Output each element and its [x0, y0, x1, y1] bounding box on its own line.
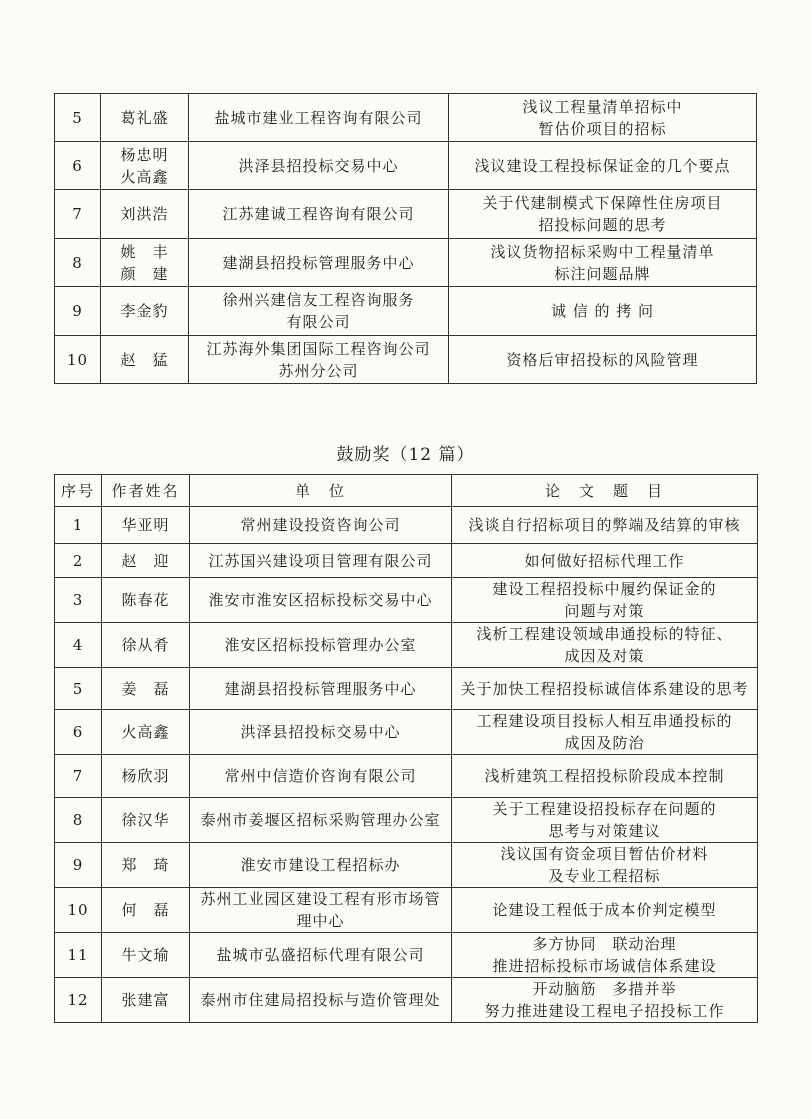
author-line: 姜 磊 — [121, 679, 170, 698]
author-line: 赵 迎 — [121, 551, 170, 570]
row-title — [452, 578, 758, 623]
row-title — [449, 239, 757, 287]
title-line: 浅议建设工程投标保证金的几个要点 — [474, 156, 731, 175]
title-line: 浅议国有资金项目暂估价材料 — [500, 845, 709, 863]
row-author — [101, 190, 189, 239]
unit-line: 有限公司 — [286, 313, 351, 331]
row-unit — [190, 843, 452, 888]
table-row — [55, 544, 758, 578]
title-line: 浅议货物招标采购中工程量清单 — [490, 242, 715, 261]
header-no: 序号 — [55, 475, 102, 507]
author-line: 张建富 — [121, 991, 170, 1009]
table-row — [55, 94, 757, 142]
unit-line: 洪泽县招投标交易中心 — [238, 156, 399, 175]
table-header-row — [55, 475, 758, 507]
unit-line: 泰州市住建局招投标与造价管理处 — [200, 991, 441, 1009]
author-line: 葛礼盛 — [120, 108, 169, 127]
row-author — [102, 843, 190, 888]
row-number: 5 — [55, 94, 101, 142]
row-unit — [190, 710, 452, 755]
row-unit — [190, 507, 452, 544]
author-line: 颜 建 — [120, 264, 169, 283]
title-line: 关于工程建设招投标存在问题的 — [492, 800, 717, 818]
row-number: 4 — [55, 623, 102, 668]
row-unit — [190, 798, 452, 843]
title-line: 建设工程招投标中履约保证金的 — [492, 580, 717, 598]
row-author — [101, 239, 189, 287]
unit-line: 徐州兴建信友工程咨询服务 — [222, 291, 415, 309]
row-title — [449, 94, 757, 142]
row-author — [102, 933, 190, 978]
row-title — [452, 978, 758, 1023]
author-line: 杨欣羽 — [121, 767, 170, 785]
title-line: 浅议工程量清单招标中 — [522, 97, 683, 116]
author-line: 徐汉华 — [121, 811, 170, 829]
row-author — [101, 142, 189, 190]
row-author — [102, 710, 190, 755]
row-number: 12 — [55, 978, 102, 1023]
unit-line: 苏州工业园区建设工程有形市场管 — [200, 890, 441, 908]
author-line: 牛文瑜 — [121, 946, 170, 964]
unit-line: 常州中信造价咨询有限公司 — [224, 767, 417, 785]
row-title — [449, 287, 757, 336]
row-author — [102, 578, 190, 623]
row-title — [452, 623, 758, 668]
unit-line: 苏州分公司 — [278, 361, 359, 380]
title-line: 开动脑筋 多措并举 — [532, 980, 677, 998]
row-number: 6 — [55, 142, 101, 190]
unit-line: 江苏建诚工程咨询有限公司 — [222, 205, 415, 223]
row-number: 7 — [55, 755, 102, 798]
row-author — [102, 978, 190, 1023]
row-author — [102, 798, 190, 843]
title-line: 成因及对策 — [564, 647, 645, 665]
author-line: 赵 猛 — [120, 350, 169, 369]
title-line: 工程建设项目投标人相互串通投标的 — [476, 712, 733, 730]
row-unit — [190, 668, 452, 710]
row-unit — [190, 578, 452, 623]
award-table-continued — [54, 93, 757, 384]
row-unit — [190, 544, 452, 578]
author-line: 杨忠明 — [120, 145, 169, 164]
unit-line: 淮安市淮安区招标投标交易中心 — [208, 591, 433, 609]
author-line: 火高鑫 — [121, 723, 170, 741]
table-row — [55, 978, 758, 1023]
row-unit — [190, 933, 452, 978]
row-author — [101, 94, 189, 142]
row-title — [452, 755, 758, 798]
author-line: 徐从肴 — [121, 636, 170, 654]
unit-line: 江苏国兴建设项目管理有限公司 — [208, 551, 433, 570]
table-row — [55, 507, 758, 544]
title-line: 招投标问题的思考 — [538, 216, 667, 234]
row-author — [102, 755, 190, 798]
row-number: 9 — [55, 843, 102, 888]
row-unit — [189, 287, 449, 336]
section-title-encouragement-award: 鼓励奖（12 篇） — [336, 445, 475, 465]
table-row — [55, 843, 758, 888]
table-row — [55, 933, 758, 978]
header-author: 作者姓名 — [102, 475, 190, 507]
row-number: 2 — [55, 544, 102, 578]
title-line: 及专业工程招标 — [548, 867, 661, 885]
row-author — [101, 336, 189, 384]
row-number: 9 — [55, 287, 101, 336]
title-line: 问题与对策 — [564, 602, 645, 620]
title-line: 诚 信 的 拷 问 — [550, 302, 655, 320]
header-unit: 单 位 — [190, 475, 452, 507]
unit-line: 淮安市建设工程招标办 — [240, 856, 401, 874]
table-row — [55, 578, 758, 623]
row-unit — [189, 94, 449, 142]
table-row — [55, 336, 757, 384]
header-title: 论 文 题 目 — [452, 475, 758, 507]
row-author — [101, 287, 189, 336]
row-title — [452, 798, 758, 843]
row-number: 8 — [55, 239, 101, 287]
author-line: 刘洪浩 — [120, 205, 169, 223]
title-line: 推进招标投标市场诚信体系建设 — [492, 957, 717, 975]
title-line: 浅析建筑工程招投标阶段成本控制 — [484, 767, 725, 785]
row-title — [449, 142, 757, 190]
table-row — [55, 287, 757, 336]
title-line: 关于代建制模式下保障性住房项目 — [482, 194, 723, 212]
author-line: 李金豹 — [120, 302, 169, 320]
unit-line: 泰州市姜堰区招标采购管理办公室 — [200, 811, 441, 829]
row-title — [452, 507, 758, 544]
unit-line: 常州建设投资咨询公司 — [240, 516, 401, 534]
author-line: 华亚明 — [121, 516, 170, 534]
row-author — [102, 668, 190, 710]
title-line: 浅析工程建设领域串通投标的特征、 — [476, 625, 733, 643]
row-unit — [189, 336, 449, 384]
row-title — [452, 888, 758, 933]
row-author — [102, 623, 190, 668]
row-number: 11 — [55, 933, 102, 978]
row-number: 7 — [55, 190, 101, 239]
title-line: 论建设工程低于成本价判定模型 — [492, 901, 717, 919]
row-unit — [189, 142, 449, 190]
unit-line: 淮安区招标投标管理办公室 — [224, 636, 417, 654]
title-line: 标注问题品牌 — [554, 264, 651, 283]
row-author — [102, 507, 190, 544]
row-title — [449, 336, 757, 384]
table-row — [55, 623, 758, 668]
row-unit — [190, 978, 452, 1023]
unit-line: 理中心 — [296, 912, 345, 930]
encouragement-award-table — [54, 474, 758, 1023]
table-row — [55, 239, 757, 287]
unit-line: 盐城市建业工程咨询有限公司 — [214, 108, 423, 127]
row-title — [452, 544, 758, 578]
title-line: 资格后审招投标的风险管理 — [506, 350, 699, 369]
unit-line: 盐城市弘盛招标代理有限公司 — [216, 946, 425, 964]
title-line: 多方协同 联动治理 — [532, 935, 677, 953]
table-row — [55, 755, 758, 798]
row-unit — [190, 623, 452, 668]
title-line: 浅谈自行招标项目的弊端及结算的审核 — [468, 516, 741, 534]
row-author — [102, 544, 190, 578]
author-line: 郑 琦 — [121, 856, 170, 874]
title-line: 思考与对策建议 — [548, 822, 661, 840]
table-row — [55, 888, 758, 933]
table-row — [55, 190, 757, 239]
row-unit — [190, 755, 452, 798]
unit-line: 建湖县招投标管理服务中心 — [224, 679, 417, 698]
table-row — [55, 668, 758, 710]
row-title — [452, 710, 758, 755]
row-title — [452, 933, 758, 978]
row-unit — [190, 888, 452, 933]
author-line: 陈春花 — [121, 591, 170, 609]
table-row — [55, 710, 758, 755]
unit-line: 江苏海外集团国际工程咨询公司 — [206, 339, 431, 358]
row-title — [452, 668, 758, 710]
title-line: 成因及防治 — [564, 734, 645, 752]
row-author — [102, 888, 190, 933]
row-number: 10 — [55, 888, 102, 933]
table-row — [55, 798, 758, 843]
title-line: 关于加快工程招投标诚信体系建设的思考 — [460, 679, 749, 698]
unit-line: 建湖县招投标管理服务中心 — [222, 253, 415, 272]
row-number: 1 — [55, 507, 102, 544]
row-number: 3 — [55, 578, 102, 623]
title-line: 如何做好招标代理工作 — [524, 551, 685, 570]
author-line: 何 磊 — [121, 901, 170, 919]
row-unit — [189, 239, 449, 287]
row-number: 5 — [55, 668, 102, 710]
table-row — [55, 142, 757, 190]
title-line: 努力推进建设工程电子招投标工作 — [484, 1002, 725, 1020]
row-number: 8 — [55, 798, 102, 843]
author-line: 姚 丰 — [120, 242, 169, 261]
row-title — [452, 843, 758, 888]
row-title — [449, 190, 757, 239]
title-line: 暂估价项目的招标 — [538, 119, 667, 138]
unit-line: 洪泽县招投标交易中心 — [240, 723, 401, 741]
row-number: 6 — [55, 710, 102, 755]
row-unit — [189, 190, 449, 239]
row-number: 10 — [55, 336, 101, 384]
author-line: 火高鑫 — [120, 167, 169, 186]
